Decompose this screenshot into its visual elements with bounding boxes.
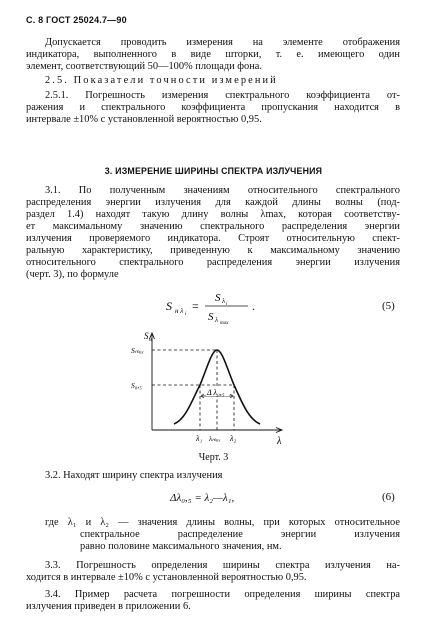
p31-line-6: ральную характеристику, приведенную к максимальному значению — [26, 245, 400, 256]
p251-line-1: 2.5.1. Погрешность измерения спектрального коэффициента от- — [45, 90, 400, 101]
y-axis-label-sub: н — [149, 337, 152, 343]
formula-numerator: S — [215, 292, 221, 304]
intro-line-2: индикатора, выполненного в виде шторки, т. е. имеющего один — [26, 49, 400, 60]
x-axis-label: λ — [277, 436, 282, 447]
p31-line-5: излучения проверяемого индикатора. Строят относительную спект- — [26, 233, 400, 244]
p31-line-1: 3.1. По полученным значениям относительного спектрального — [45, 185, 400, 196]
p251-line-3: интервале ±10% с установленной вероятностью 0,95. — [26, 114, 262, 125]
p31-line-2: распределения энергии излучения для каждой длины волны (под- — [26, 197, 400, 208]
where-line-3: равно половине максимального значения, нм. — [80, 541, 282, 552]
p33-line-2: ходится в интервале ±10% с установленной вероятностью 0,95. — [26, 572, 307, 583]
formula-6: Δλ₀,₅ = λ₂—λ₁, — [170, 492, 235, 504]
formula-5 — [160, 283, 280, 329]
figure-caption: Черт. 3 — [198, 452, 229, 463]
p31-line-4: ет максимальному значению спектрального распределения энергии — [26, 221, 400, 232]
p34-line-1: 3.4. Пример расчета погрешности определения ширины спектра — [45, 589, 400, 600]
equation-number-5: (5) — [382, 300, 395, 312]
formula-den-sub2: max — [220, 321, 229, 326]
width-label: Δ λ₀,₅ — [207, 388, 225, 397]
formula-denominator: S — [208, 311, 214, 323]
p31-line-8: (черт. 3), по формуле — [26, 269, 119, 280]
intro-line-3: элемент, соответствующий 50—100% площади фона. — [26, 61, 262, 72]
xtick-lambdamax: λₘₐₓ — [209, 435, 221, 443]
p251-line-2: ражения и спектрального коэффициента пропускания находится в — [26, 102, 400, 113]
section-3-title: 3. ИЗМЕРЕНИЕ ШИРИНЫ СПЕКТРА ИЗЛУЧЕНИЯ — [104, 166, 323, 176]
p31-line-3: раздел 1.4) находят такую длину волны λmax, которая соответству- — [26, 209, 400, 220]
formula-lhs: S — [166, 299, 172, 313]
p31-line-7: относительного спектрального распределения энергии излучения — [26, 257, 400, 268]
y-axis-label: S — [144, 331, 149, 341]
formula-den-sub: λ — [215, 316, 219, 324]
formula-num-sub2: i — [226, 302, 228, 307]
p34-line-2: излучения приведен в приложении 6. — [26, 601, 191, 612]
ytick-half: S₀,₅ — [131, 381, 142, 390]
spectral-figure — [130, 330, 295, 448]
equation-number-6: (6) — [382, 491, 395, 503]
p33-line-1: 3.3. Погрешность определения ширины спектра излучения на- — [45, 560, 400, 571]
formula-lhs-sub: н λ — [175, 307, 184, 315]
svg-text:=: = — [192, 299, 199, 313]
where-line-1: где λ₁ и λ₂ — значения длины волны, при которых относительное — [45, 517, 400, 528]
intro-line-1: Допускается проводить измерения на элементе отображения — [45, 37, 400, 48]
formula-lhs-sub2: i — [185, 312, 187, 317]
svg-text:.: . — [252, 299, 255, 313]
where-line-2: спектральное распределение энергии излучения — [80, 529, 400, 540]
p32: 3.2. Находят ширину спектра излучения — [45, 470, 223, 481]
section-2-5-heading: 2.5. Показатели точности измерений — [45, 75, 278, 86]
page-header: С. 8 ГОСТ 25024.7—90 — [26, 15, 127, 25]
formula-num-sub: λ — [222, 297, 226, 305]
xtick-lambda2: λ₂ — [230, 434, 237, 443]
xtick-lambda1: λ₁ — [196, 434, 203, 443]
ytick-max: Sₘₐₓ — [131, 346, 144, 355]
